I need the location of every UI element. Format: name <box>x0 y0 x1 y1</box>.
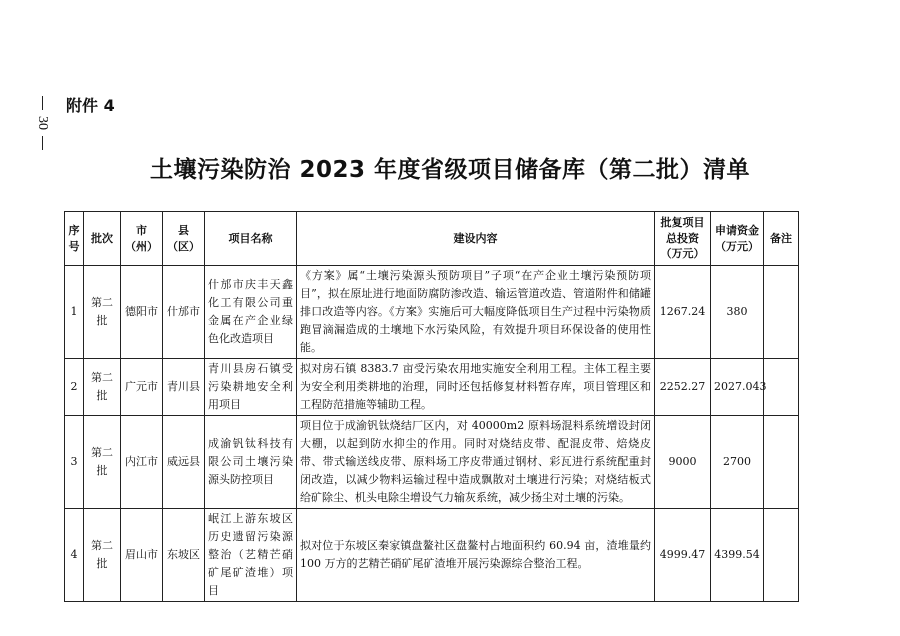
cell-project-name: 成渝钒钛科技有限公司土壤污染源头防控项目 <box>205 416 297 509</box>
cell-investment: 4999.47 <box>655 509 711 602</box>
cell-funding: 380 <box>711 266 764 359</box>
cell-batch: 第二批 <box>84 416 121 509</box>
cell-county: 什邡市 <box>163 266 205 359</box>
cell-city: 德阳市 <box>121 266 163 359</box>
attachment-label: 附件 4 <box>66 96 115 115</box>
page-number-dash-bottom <box>42 136 43 150</box>
page-number-dash-top <box>42 96 43 110</box>
header-batch: 批次 <box>84 212 121 266</box>
cell-seq: 3 <box>65 416 84 509</box>
cell-county: 威远县 <box>163 416 205 509</box>
cell-investment: 9000 <box>655 416 711 509</box>
table-row <box>65 266 799 359</box>
header-county: 县（区） <box>163 212 205 266</box>
project-table <box>64 211 799 602</box>
cell-content: 项目位于成渝钒钛烧结厂区内，对 40000m2 原料场混料系统增设封闭大棚，以起到防水抑尘的作用。同时对烧结皮带、配混皮带、焙烧皮带、带式输送线皮带、原料场工序皮带通过钢材、彩瓦进行系统配重封闭改造，以减少物料运输过程中造成飘散对土壤进行污染；对烧结板式给矿除尘、机头电除尘增设气力输灰系统，减少扬尘对土壤的污染。 <box>297 416 655 509</box>
cell-seq: 2 <box>65 359 84 416</box>
header-content: 建设内容 <box>297 212 655 266</box>
cell-city: 广元市 <box>121 359 163 416</box>
table-header-row <box>65 212 799 266</box>
cell-seq: 1 <box>65 266 84 359</box>
table-row <box>65 359 799 416</box>
header-project-name: 项目名称 <box>205 212 297 266</box>
cell-content: 拟对房石镇 8383.7 亩受污染农用地实施安全利用工程。主体工程主要为安全利用类耕地的治理，同时还包括修复材料暂存库，项目管理区和工程防范措施等辅助工程。 <box>297 359 655 416</box>
header-seq: 序号 <box>65 212 84 266</box>
page-number-value: 30 <box>35 116 50 130</box>
cell-funding: 4399.54 <box>711 509 764 602</box>
cell-county: 东坡区 <box>163 509 205 602</box>
cell-funding: 2027.043 <box>711 359 764 416</box>
header-city: 市（州） <box>121 212 163 266</box>
header-investment: 批复项目总投资（万元） <box>655 212 711 266</box>
cell-remark <box>764 416 799 509</box>
cell-seq: 4 <box>65 509 84 602</box>
cell-project-name: 什邡市庆丰天鑫化工有限公司重金属在产企业绿色化改造项目 <box>205 266 297 359</box>
cell-remark <box>764 359 799 416</box>
cell-city: 内江市 <box>121 416 163 509</box>
cell-county: 青川县 <box>163 359 205 416</box>
cell-remark <box>764 266 799 359</box>
cell-batch: 第二批 <box>84 509 121 602</box>
cell-batch: 第二批 <box>84 266 121 359</box>
cell-project-name: 青川县房石镇受污染耕地安全利用项目 <box>205 359 297 416</box>
header-remark: 备注 <box>764 212 799 266</box>
cell-investment: 1267.24 <box>655 266 711 359</box>
cell-funding: 2700 <box>711 416 764 509</box>
document-title: 土壤污染防治 2023 年度省级项目储备库（第二批）清单 <box>149 157 751 183</box>
cell-batch: 第二批 <box>84 359 121 416</box>
cell-content: 《方案》属“土壤污染源头预防项目”子项“在产企业土壤污染预防项目”，拟在原址进行地面防腐防渗改造、输运管道改造、管道附件和储罐排口改造等内容。《方案》实施后可大幅度降低项目生产过程中污染物质跑冒滴漏造成的土壤地下水污染风险，有效提升项目环保设备的使用性能。 <box>297 266 655 359</box>
cell-content: 拟对位于东坡区秦家镇盘鳌社区盘鳌村占地面积约 60.94 亩，渣堆量约 100 万方的艺精芒硝矿尾矿渣堆开展污染源综合整治工程。 <box>297 509 655 602</box>
cell-project-name: 岷江上游东坡区历史遗留污染源整治（艺精芒硝矿尾矿渣堆）项目 <box>205 509 297 602</box>
cell-investment: 2252.27 <box>655 359 711 416</box>
cell-city: 眉山市 <box>121 509 163 602</box>
page-number <box>33 96 51 150</box>
header-funding: 申请资金（万元） <box>711 212 764 266</box>
cell-remark <box>764 509 799 602</box>
table-row <box>65 509 799 602</box>
table-row <box>65 416 799 509</box>
